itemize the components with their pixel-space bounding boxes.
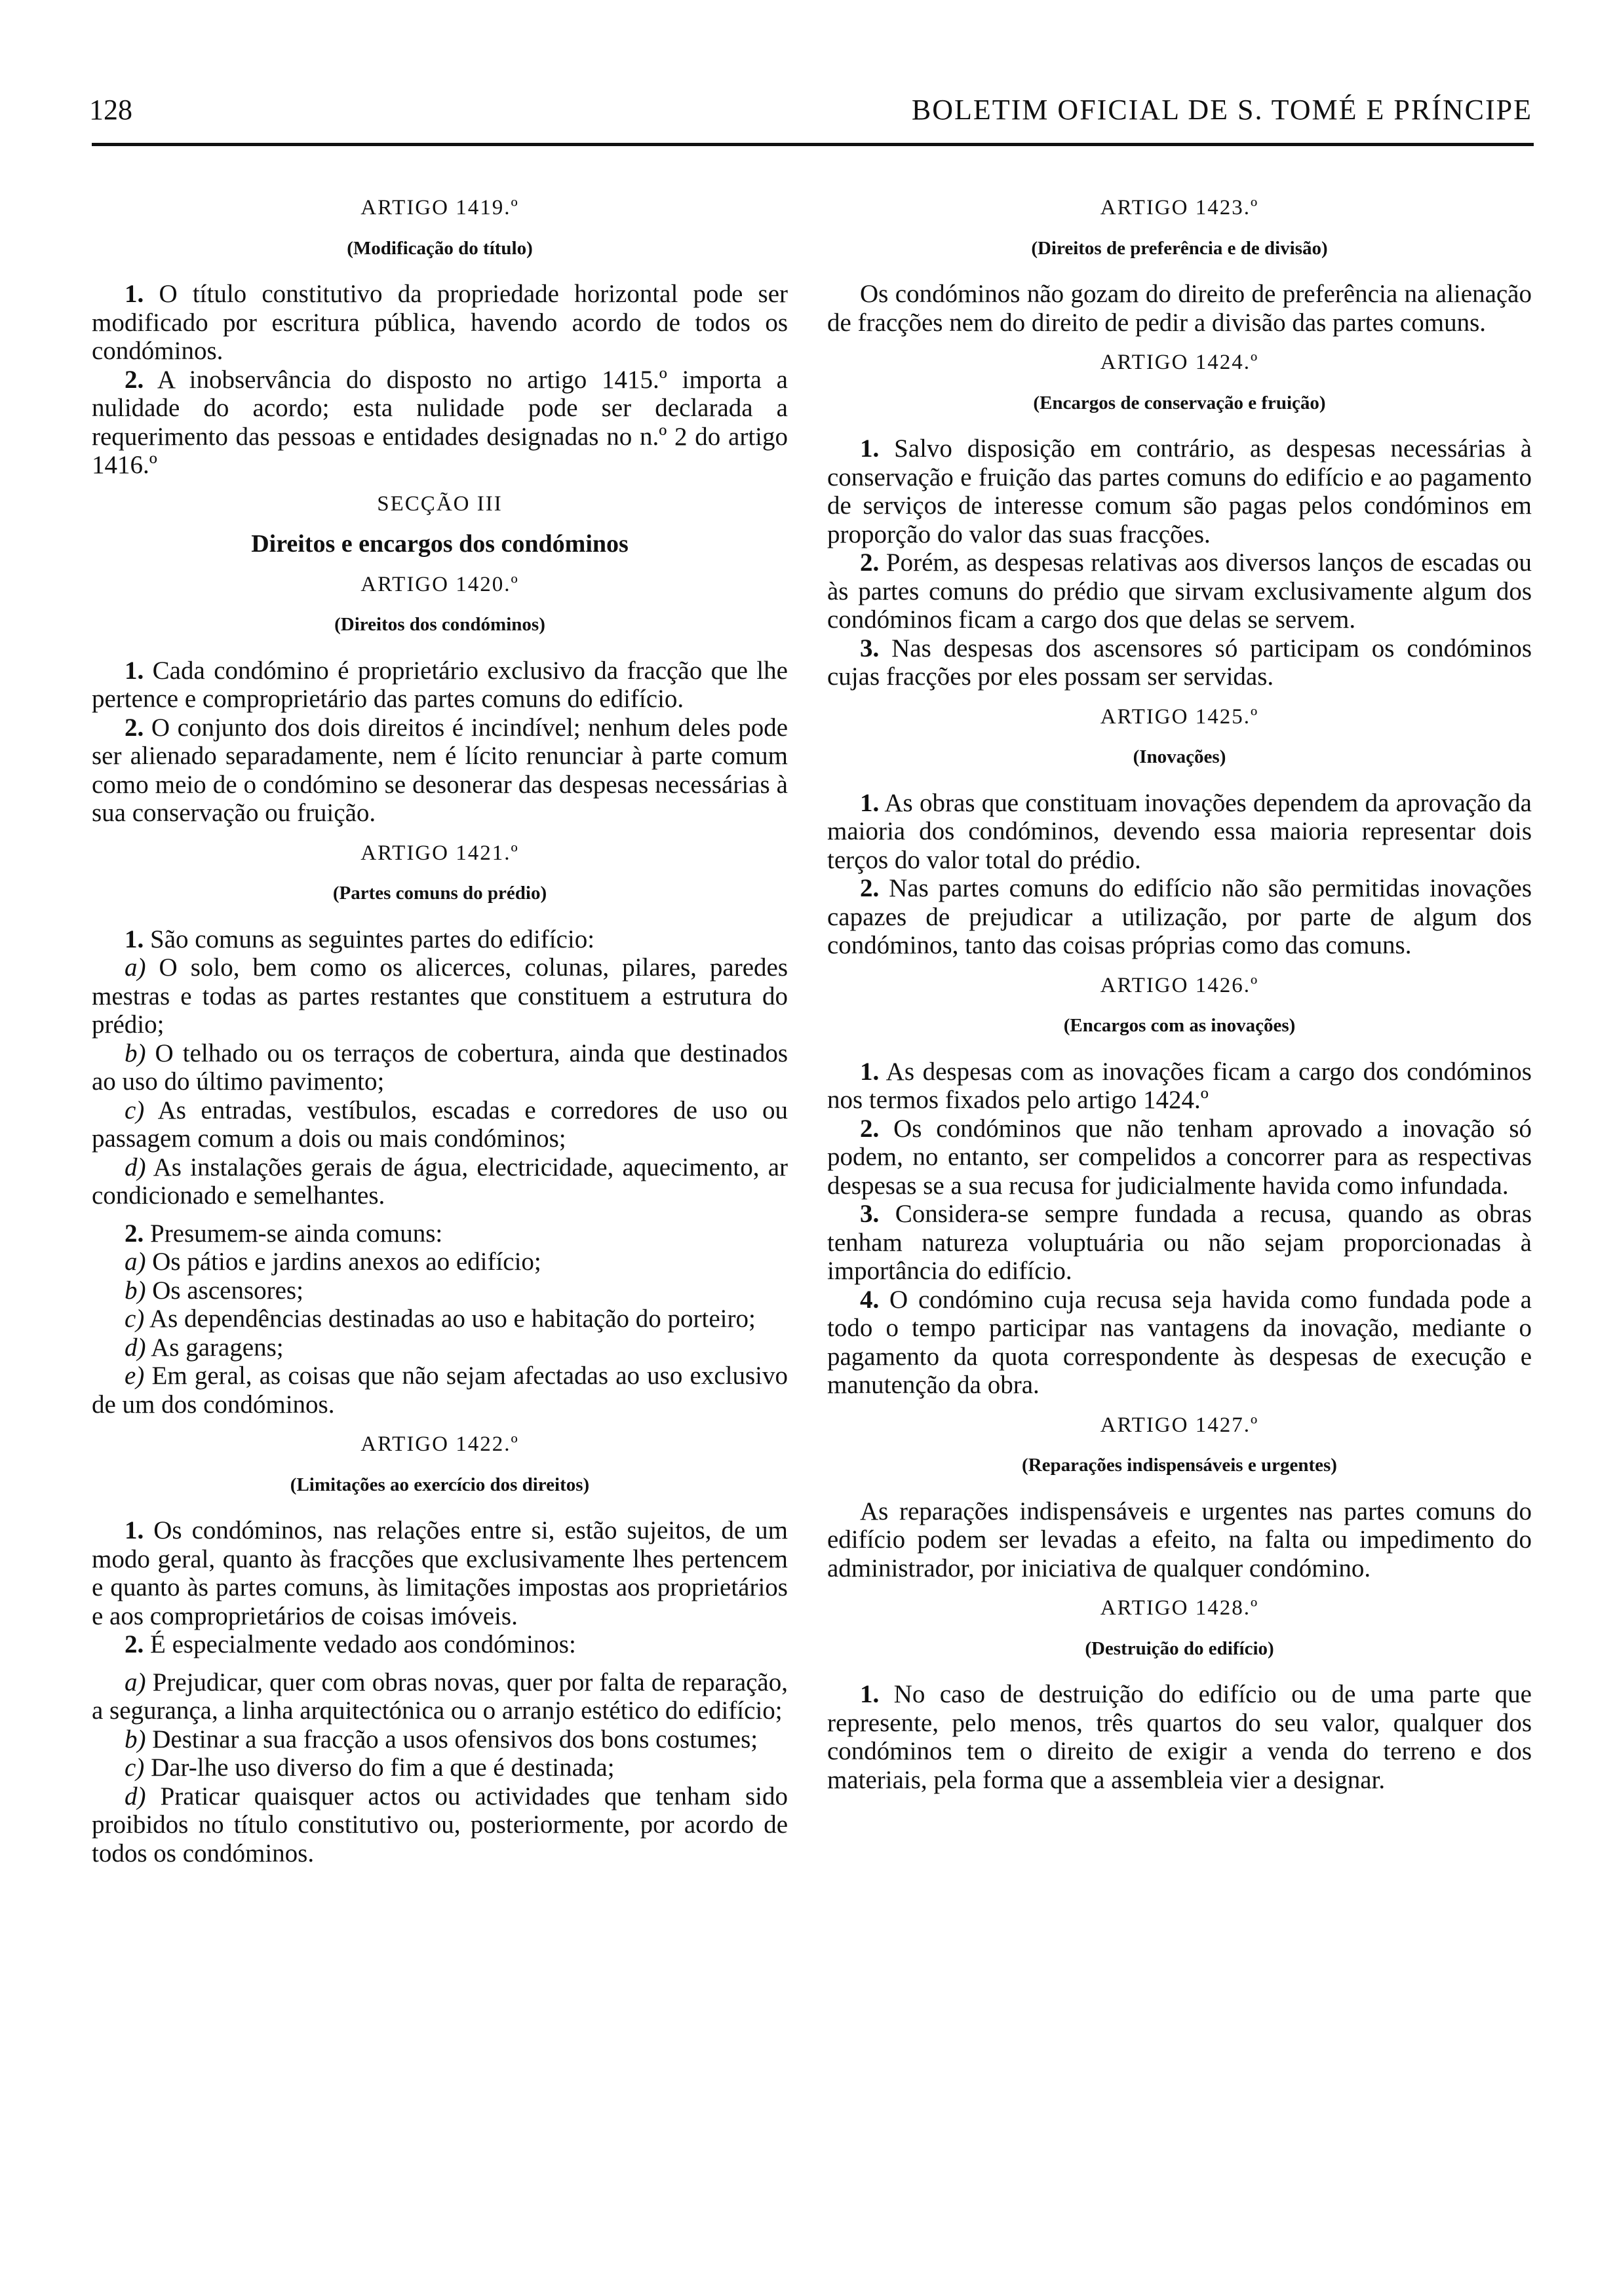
item-letter: a) (125, 1668, 146, 1696)
paragraph-text: Dar-lhe uso diverso do fim a que é destinada; (151, 1753, 615, 1782)
paragraph-text: Prejudicar, quer com obras novas, quer por falta de reparação, a segurança, a linha arquitectónica ou o arranjo estético do edifício; (92, 1668, 788, 1725)
item-number: 1. (860, 434, 880, 463)
paragraph (827, 280, 1532, 337)
paragraph-text: As despesas com as inovações ficam a cargo dos condóminos nos termos fixados pelo artigo 1424.º (827, 1057, 1532, 1114)
item-number: 1. (125, 925, 144, 953)
item-number: 2. (860, 548, 880, 577)
paragraph (827, 1058, 1532, 1115)
item-number: 1. (860, 1057, 880, 1086)
paragraph-text: As garagens; (151, 1333, 284, 1362)
item-number: 4. (860, 1285, 880, 1314)
paragraph (92, 1305, 788, 1333)
article-heading: ARTIGO 1421.º (360, 841, 519, 865)
item-letter: d) (125, 1153, 146, 1181)
paragraph (827, 634, 1532, 691)
paragraph-text: Porém, as despesas relativas aos diversos lanços de escadas ou às partes comuns do prédio que sirvam exclusivamente algum dos condóminos ficam a cargo dos que delas se servem. (827, 548, 1532, 634)
paragraph-text: Em geral, as coisas que não sejam afectadas ao uso exclusivo de um dos condóminos. (92, 1362, 788, 1419)
paragraph-text: Praticar quaisquer actos ou actividades que tenham sido proibidos no título constitutivo ou, posteriormente, por acordo de todos os condóminos. (92, 1782, 788, 1867)
item-number: 2. (860, 1114, 880, 1143)
article-heading: ARTIGO 1427.º (1100, 1413, 1259, 1437)
paragraph (827, 874, 1532, 960)
paragraph (92, 953, 788, 1039)
item-letter: b) (125, 1276, 146, 1305)
paragraph (827, 1200, 1532, 1286)
item-number: 1. (125, 280, 144, 308)
paragraph-text: Nas partes comuns do edifício não são permitidas inovações capazes de prejudicar a utilização, por parte de algum dos condóminos, tanto das coisas próprias como das comuns. (827, 874, 1532, 959)
item-number: 2. (125, 365, 144, 394)
article-subtitle: (Encargos de conservação e fruição) (1033, 392, 1326, 413)
article-subtitle: (Direitos de preferência e de divisão) (1031, 237, 1328, 259)
paragraph (92, 657, 788, 714)
paragraph-text: É especialmente vedado aos condóminos: (150, 1630, 576, 1658)
article-heading: ARTIGO 1428.º (1100, 1596, 1259, 1620)
paragraph (827, 1286, 1532, 1400)
paragraph (92, 1219, 788, 1248)
paragraph-text: Considera-se sempre fundada a recusa, quando as obras tenham natureza voluptuária ou não sejam proporcionadas à importância do edifício. (827, 1200, 1532, 1285)
paragraph-text: No caso de destruição do edifício ou de uma parte que represente, pelo menos, três quartos do seu valor, qualquer dos condóminos tem o direito de exigir a venda do terreno e dos materiais, pela forma que a assembleia vier a designar. (827, 1680, 1532, 1794)
item-number: 2. (125, 1219, 144, 1248)
paragraph-text: Presumem-se ainda comuns: (150, 1219, 443, 1248)
item-number: 1. (860, 788, 880, 817)
article-subtitle: (Destruição do edifício) (1085, 1637, 1274, 1659)
paragraph-text: Cada condómino é proprietário exclusivo da fracção que lhe pertence e comproprietário das partes comuns do edifício. (92, 656, 788, 713)
article-heading: ARTIGO 1422.º (360, 1432, 519, 1456)
paragraph (827, 1115, 1532, 1200)
paragraph-text: O telhado ou os terraços de cobertura, ainda que destinados ao uso do último pavimento; (92, 1039, 788, 1096)
item-letter: a) (125, 1248, 146, 1276)
item-number: 2. (860, 874, 880, 902)
paragraph (92, 366, 788, 480)
paragraph (827, 1497, 1532, 1583)
paragraph-text: Os pátios e jardins anexos ao edifício; (152, 1248, 541, 1276)
paragraph-text: Os ascensores; (152, 1276, 303, 1305)
paragraph (827, 789, 1532, 875)
paragraph-text: O solo, bem como os alicerces, colunas, pilares, paredes mestras e todas as partes restantes que constituem a estrutura do prédio; (92, 953, 788, 1039)
paragraph-text: Destinar a sua fracção a usos ofensivos dos bons costumes; (152, 1725, 758, 1753)
paragraph (92, 1276, 788, 1305)
article-heading: ARTIGO 1420.º (360, 572, 519, 596)
paragraph-text: As instalações gerais de água, electricidade, aquecimento, ar condicionado e semelhantes. (92, 1153, 788, 1210)
paragraph (827, 434, 1532, 548)
paragraph (827, 548, 1532, 634)
paragraph-text: São comuns as seguintes partes do edifício: (150, 925, 595, 953)
left-column (92, 185, 788, 1867)
article-subtitle: (Encargos com as inovações) (1063, 1015, 1296, 1036)
item-letter: d) (125, 1782, 146, 1810)
article-subtitle: (Partes comuns do prédio) (332, 883, 547, 904)
paragraph (92, 1725, 788, 1754)
paragraph (827, 1680, 1532, 1794)
article-heading: ARTIGO 1426.º (1100, 973, 1259, 997)
article-heading: ARTIGO 1424.º (1100, 351, 1259, 374)
item-letter: b) (125, 1725, 146, 1753)
paragraph-text: As reparações indispensáveis e urgentes nas partes comuns do edifício podem ser levadas a efeito, na falta ou impedimento do administrador, por iniciativa de qualquer condómino. (827, 1497, 1532, 1582)
paragraph-text: O conjunto dos dois direitos é incindível; nenhum deles pode ser alienado separadamente, nem é lícito renunciar à parte comum como meio de o condómino se desonerar das despesas necessárias à sua conservação ou fruição. (92, 713, 788, 827)
paragraph-text: O condómino cuja recusa seja havida como fundada pode a todo o tempo participar nas vantagens da inovação, mediante o pagamento da quota correspondente às despesas de execução e manutenção da obra. (827, 1285, 1532, 1399)
publication-title: BOLETIM OFICIAL DE S. TOMÉ E PRÍNCIPE (911, 94, 1532, 126)
item-letter: c) (125, 1096, 145, 1124)
paragraph (92, 1333, 788, 1362)
item-letter: c) (125, 1753, 145, 1782)
item-number: 2. (125, 713, 144, 742)
paragraph-text: Salvo disposição em contrário, as despesas necessárias à conservação e fruição das partes comuns do edifício e ao pagamento de serviços de interesse comum são pagas pelos condóminos em proporção do valor das suas fracções. (827, 434, 1532, 548)
article-subtitle: (Limitações ao exercício dos direitos) (290, 1474, 590, 1495)
paragraph-text: Os condóminos não gozam do direito de preferência na alienação de fracções nem do direito de pedir a divisão das partes comuns. (827, 280, 1532, 337)
paragraph (92, 1668, 788, 1725)
paragraph (92, 1153, 788, 1210)
paragraph-text: As dependências destinadas ao uso e habitação do porteiro; (149, 1305, 756, 1333)
item-number: 3. (860, 634, 880, 662)
article-subtitle: (Inovações) (1133, 746, 1226, 767)
item-letter: c) (125, 1305, 145, 1333)
item-number: 1. (125, 656, 144, 685)
paragraph (92, 1248, 788, 1276)
item-letter: d) (125, 1333, 146, 1362)
paragraph (92, 1753, 788, 1782)
paragraph (92, 1096, 788, 1153)
article-subtitle: (Direitos dos condóminos) (334, 614, 545, 635)
section-heading: SECÇÃO III (377, 491, 503, 516)
paragraph-text: Os condóminos, nas relações entre si, estão sujeitos, de um modo geral, quanto às fracções que exclusivamente lhes pertencem e quanto às partes comuns, às limitações impostas aos proprietários e aos comproprietários de coisas imóveis. (92, 1516, 788, 1630)
item-number: 2. (125, 1630, 144, 1658)
section-title: Direitos e encargos dos condóminos (251, 530, 629, 558)
paragraph (92, 1362, 788, 1419)
paragraph (92, 1039, 788, 1096)
paragraph (92, 1782, 788, 1868)
header-rule (92, 143, 1534, 146)
page-number: 128 (89, 94, 132, 126)
item-letter: e) (125, 1362, 145, 1390)
paragraph-text: Nas despesas dos ascensores só participam os condóminos cujas fracções por eles possam ser servidas. (827, 634, 1532, 691)
item-letter: b) (125, 1039, 146, 1067)
article-subtitle: (Reparações indispensáveis e urgentes) (1022, 1455, 1337, 1476)
paragraph-text: As entradas, vestíbulos, escadas e corredores de uso ou passagem comum a dois ou mais condóminos; (92, 1096, 788, 1153)
paragraph-text: As obras que constituam inovações dependem da aprovação da maioria dos condóminos, devendo essa maioria representar dois terços do valor total do prédio. (827, 788, 1532, 874)
article-heading: ARTIGO 1419.º (360, 196, 519, 220)
right-column (827, 185, 1532, 1794)
article-heading: ARTIGO 1423.º (1100, 196, 1259, 220)
item-number: 3. (860, 1200, 880, 1228)
paragraph-text: A inobservância do disposto no artigo 1415.º importa a nulidade do acordo; esta nulidade pode ser declarada a requerimento das pessoas e entidades designadas no n.º 2 do artigo 1416.º (92, 365, 788, 479)
paragraph-text: Os condóminos que não tenham aprovado a inovação só podem, no entanto, ser compelidos a concorrer para as respectivas despesas se a sua recusa for judicialmente havida como infundada. (827, 1114, 1532, 1200)
paragraph (92, 925, 788, 954)
paragraph (92, 714, 788, 828)
item-letter: a) (125, 953, 146, 982)
item-number: 1. (860, 1680, 880, 1708)
item-number: 1. (125, 1516, 144, 1544)
article-heading: ARTIGO 1425.º (1100, 704, 1259, 729)
paragraph-text: O título constitutivo da propriedade horizontal pode ser modificado por escritura pública, havendo acordo de todos os condóminos. (92, 280, 788, 365)
article-subtitle: (Modificação do título) (347, 237, 533, 259)
paragraph (92, 1516, 788, 1630)
paragraph (92, 1630, 788, 1659)
paragraph (92, 280, 788, 366)
